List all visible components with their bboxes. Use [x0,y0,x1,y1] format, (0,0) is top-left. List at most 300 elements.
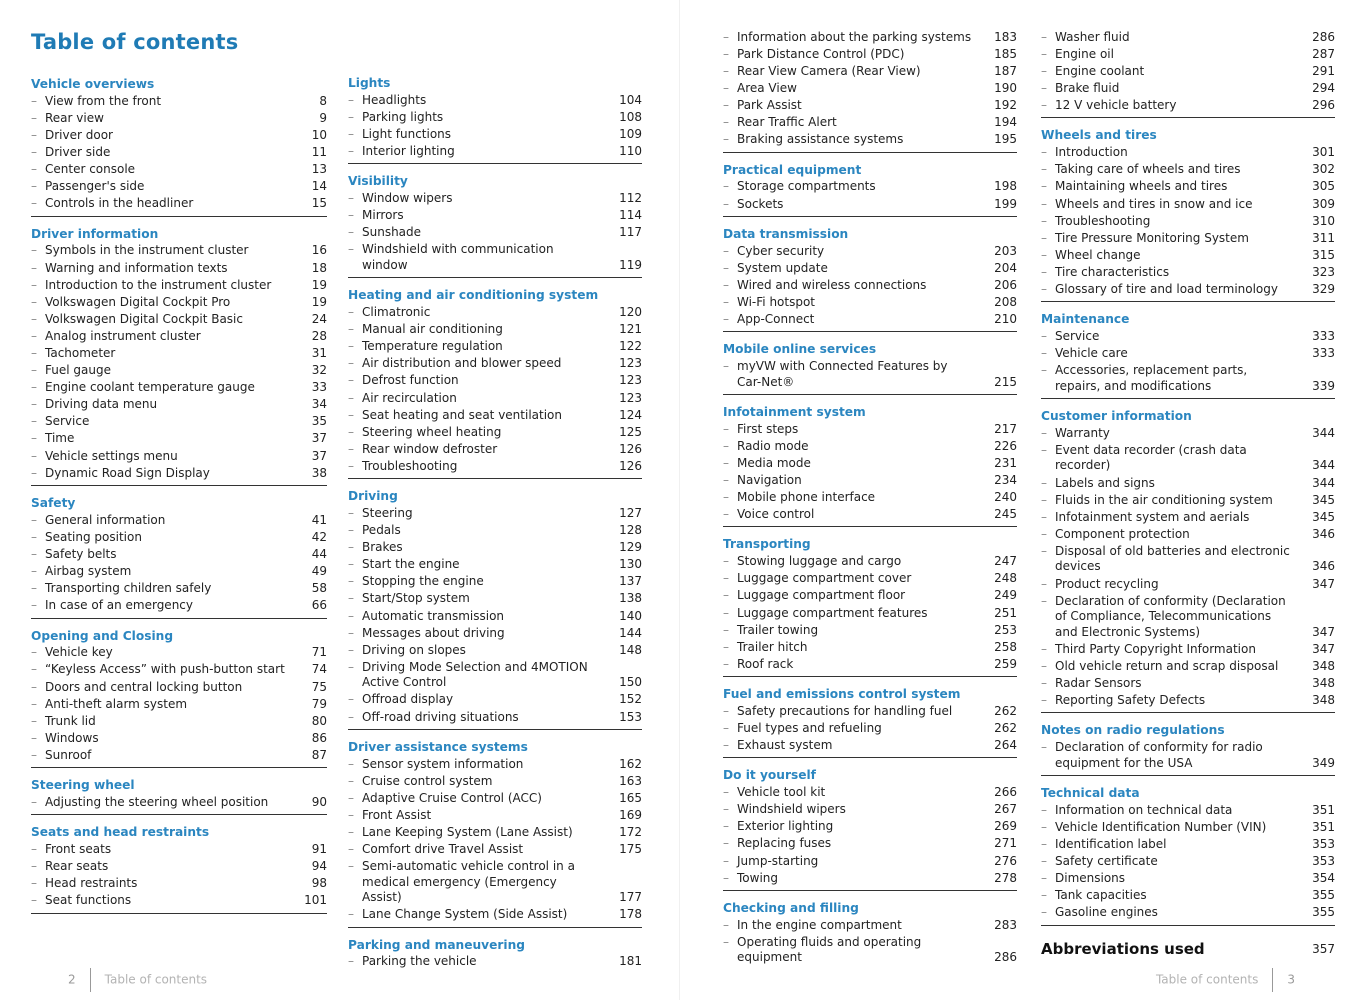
toc-entry[interactable] [1041,80,1335,97]
toc-entry[interactable] [348,709,642,726]
toc-entry[interactable] [348,338,642,355]
toc-entry[interactable] [723,311,1017,328]
toc-entry-title: – Rear view [31,111,299,127]
toc-entry-page: 264 [994,738,1017,753]
toc-entry[interactable] [723,294,1017,311]
toc-entry-title: – Introduction [1041,145,1307,161]
toc-entry[interactable] [348,608,642,625]
toc-entry[interactable] [723,571,1017,588]
toc-entry[interactable] [1041,853,1335,870]
toc-entry[interactable] [1041,870,1335,887]
toc-entry-title: – Windshield with communication window [348,242,614,273]
section-heading[interactable]: Vehicle overviews [31,77,155,91]
toc-entry[interactable] [348,407,642,424]
toc-entry[interactable] [31,397,327,414]
toc-entry[interactable] [723,97,1017,114]
toc-entry-page: 226 [994,438,1017,453]
toc-entry[interactable] [1041,526,1335,543]
toc-entry[interactable] [723,639,1017,656]
toc-section-checking-and-filling [723,900,1017,970]
toc-entry-page: 35 [311,414,327,429]
toc-entry-list [31,93,327,217]
toc-entry[interactable] [723,784,1017,801]
toc-entry-title: – Fuel gauge [31,363,299,379]
footer-right [1156,968,1295,988]
toc-entry[interactable] [348,356,642,373]
toc-entry-title: – Operating fluids and operating equipment [723,935,989,966]
toc-entry-page: 152 [619,692,642,707]
toc-entry[interactable] [31,144,327,161]
toc-entry-page: 144 [619,625,642,640]
section-heading[interactable]: Lights [348,76,391,90]
toc-entry[interactable] [31,311,327,328]
toc-entry[interactable] [723,622,1017,639]
toc-entry-title: – Stopping the engine [348,574,614,590]
toc-entry[interactable] [723,720,1017,737]
toc-entry-page: 348 [1312,658,1335,673]
toc-entry[interactable] [31,196,327,213]
toc-section-infotainment-system [723,404,1017,528]
toc-entry[interactable] [1041,593,1335,641]
toc-entry-title: – Air recirculation [348,391,614,407]
toc-entry-page: 278 [994,870,1017,885]
toc-entry[interactable] [723,489,1017,506]
toc-entry[interactable] [348,190,642,207]
toc-entry-title: – Front Assist [348,808,614,824]
toc-entry-title: – Wired and wireless connections [723,278,989,294]
toc-entry[interactable] [31,597,327,614]
toc-entry-title: – Washer fluid [1041,30,1307,46]
toc-entry-page: 75 [311,679,327,694]
toc-entry[interactable] [1041,819,1335,836]
toc-entry-title: – Third Party Copyright Information [1041,642,1307,658]
toc-entry[interactable] [348,373,642,390]
toc-entry[interactable] [348,225,642,242]
toc-entry-page: 348 [1312,675,1335,690]
toc-entry[interactable] [1041,425,1335,442]
toc-entry[interactable] [1041,658,1335,675]
toc-entry[interactable] [1041,802,1335,819]
toc-entry[interactable] [723,80,1017,97]
toc-entry-page: 269 [994,819,1017,834]
toc-entry-title: – Wi-Fi hotspot [723,295,989,311]
toc-entry[interactable] [31,345,327,362]
section-heading[interactable]: Visibility [348,174,408,189]
toc-entry-list [1041,739,1335,776]
toc-entry[interactable] [31,110,327,127]
toc-entry[interactable] [1041,162,1335,179]
toc-entry-title: – Service [1041,329,1307,345]
toc-entry-page: 16 [311,243,327,258]
section-heading[interactable]: Safety [31,495,76,510]
section-heading[interactable]: Parking and maneuvering [348,937,525,952]
toc-entry[interactable] [348,954,642,971]
toc-entry-page: 345 [1312,509,1335,524]
section-heading[interactable]: Transporting [723,537,811,552]
toc-entry-title: – Replacing fuses [723,836,989,852]
toc-entry-title: – View from the front [31,94,299,110]
toc-entry[interactable] [348,824,642,841]
toc-entry[interactable] [1041,63,1335,80]
toc-entry-title: – Mirrors [348,208,614,224]
toc-entry[interactable] [31,127,327,144]
toc-entry[interactable] [1041,230,1335,247]
toc-entry[interactable] [1041,328,1335,345]
toc-entry-title: – Parking lights [348,110,614,126]
toc-entry[interactable] [348,756,642,773]
toc-entry[interactable] [1041,641,1335,658]
footer-left [68,968,207,988]
toc-entry[interactable] [723,917,1017,934]
toc-entry[interactable] [31,512,327,529]
toc-entry[interactable] [31,178,327,195]
toc-entry-page: 31 [311,346,327,361]
toc-entry-title: – Temperature regulation [348,339,614,355]
toc-entry-page: 353 [1312,836,1335,851]
toc-entry-page: 333 [1312,329,1335,344]
toc-entry[interactable] [31,328,327,345]
toc-entry[interactable] [348,625,642,642]
toc-entry[interactable] [1041,904,1335,921]
toc-entry-title: – Front seats [31,842,299,858]
toc-entry[interactable] [1041,442,1335,475]
toc-entry-page: 199 [994,196,1017,211]
toc-entry[interactable] [1041,144,1335,161]
toc-entry-page: 112 [619,191,642,206]
toc-entry-page: 354 [1312,871,1335,886]
toc-entry-page: 348 [1312,693,1335,708]
toc-entry[interactable] [1041,692,1335,709]
toc-entry[interactable] [348,390,642,407]
toc-entry[interactable] [348,858,642,906]
toc-entry-title: – Identification label [1041,837,1307,853]
toc-entry[interactable] [723,29,1017,46]
toc-entry-title: – Lane Keeping System (Lane Assist) [348,825,614,841]
page-title: Table of contents [31,30,239,54]
toc-entry[interactable] [31,679,327,696]
toc-entry-title: – Infotainment system and aerials [1041,510,1307,526]
toc-entry[interactable] [31,858,327,875]
toc-entry[interactable] [31,260,327,277]
toc-entry-page: 187 [994,63,1017,78]
toc-entry[interactable] [1041,739,1335,772]
toc-entry-title: – Wheels and tires in snow and ice [1041,197,1307,213]
toc-entry-page: 148 [619,642,642,657]
toc-entry-title: – Jump-starting [723,854,989,870]
toc-entry-page: 259 [994,656,1017,671]
toc-entry-title: – Start/Stop system [348,591,614,607]
toc-entry[interactable] [31,645,327,662]
toc-entry[interactable] [348,773,642,790]
toc-entry[interactable] [348,505,642,522]
toc-entry-page: 311 [1312,230,1335,245]
toc-entry-page: 286 [1312,29,1335,44]
toc-entry[interactable] [723,588,1017,605]
toc-entry[interactable] [31,747,327,764]
toc-entry[interactable] [1041,213,1335,230]
toc-entry-title: – Airbag system [31,564,299,580]
toc-entry[interactable] [723,553,1017,570]
toc-entry[interactable] [723,819,1017,836]
toc-entry-title: – Rear View Camera (Rear View) [723,64,989,80]
toc-entry[interactable] [348,304,642,321]
toc-entry[interactable] [348,556,642,573]
section-heading[interactable]: Driver information [31,226,159,241]
toc-entry[interactable] [31,161,327,178]
toc-entry-title: – Automatic transmission [348,609,614,625]
toc-entry[interactable] [31,379,327,396]
toc-entry[interactable] [31,893,327,910]
toc-entry-page: 15 [311,196,327,211]
toc-entry-list [31,794,327,815]
toc-entry-page: 41 [311,512,327,527]
toc-entry-title: – Tank capacities [1041,888,1307,904]
section-heading[interactable]: Fuel and emissions control system [723,687,961,702]
toc-entry[interactable] [723,506,1017,523]
toc-entry[interactable] [348,424,642,441]
toc-entry[interactable] [31,730,327,747]
page-number: 3 [1287,972,1295,987]
section-heading[interactable]: Steering wheel [31,778,135,793]
toc-entry-page: 344 [1312,425,1335,440]
toc-entry[interactable] [31,546,327,563]
section-heading[interactable]: Wheels and tires [1041,128,1157,143]
toc-entry[interactable] [723,656,1017,673]
toc-entry[interactable] [348,807,642,824]
toc-entry[interactable] [348,458,642,475]
toc-entry-page: 123 [619,390,642,405]
toc-entry-page: 172 [619,824,642,839]
toc-entry[interactable] [723,114,1017,131]
toc-entry[interactable] [348,92,642,109]
toc-entry[interactable] [31,794,327,811]
toc-entry[interactable] [31,362,327,379]
toc-entry[interactable] [1041,475,1335,492]
toc-entry[interactable] [723,63,1017,80]
toc-entry[interactable] [1041,887,1335,904]
toc-entry-title: – Semi-automatic vehicle control in a medical emergency (Emergency Assist) [348,859,614,906]
toc-entry[interactable] [723,853,1017,870]
toc-entry[interactable] [723,737,1017,754]
toc-section-lights [348,75,642,164]
toc-entry-page: 14 [311,179,327,194]
toc-entry[interactable] [723,472,1017,489]
toc-entry[interactable] [348,242,642,275]
toc-entry-list [1041,144,1335,302]
toc-entry[interactable] [31,277,327,294]
toc-entry[interactable] [1041,345,1335,362]
section-heading[interactable]: Practical equipment [723,162,862,177]
toc-entry[interactable] [723,46,1017,63]
toc-entry[interactable] [723,196,1017,213]
toc-entry-title: – Adaptive Cruise Control (ACC) [348,791,614,807]
toc-entry-title: – Tachometer [31,346,299,362]
toc-section-heating-and-air-conditioning-system [348,287,642,479]
toc-entry[interactable] [1041,836,1335,853]
toc-entry[interactable] [31,696,327,713]
toc-entry[interactable] [723,802,1017,819]
toc-entry-page: 123 [619,356,642,371]
toc-entry[interactable] [723,438,1017,455]
toc-entry[interactable] [723,421,1017,438]
toc-entry[interactable] [723,934,1017,967]
toc-entry[interactable] [723,243,1017,260]
toc-entry[interactable] [723,277,1017,294]
section-heading[interactable]: Checking and filling [723,900,859,915]
toc-entry[interactable] [348,659,642,692]
toc-entry-page: 162 [619,756,642,771]
section-heading[interactable]: Maintenance [1041,312,1130,327]
section-heading[interactable]: Opening and Closing [31,628,174,643]
toc-entry-title: – Declaration of conformity for radio equipment for the USA [1041,740,1307,771]
toc-entry[interactable] [723,179,1017,196]
toc-entry[interactable] [348,906,642,923]
toc-entry[interactable] [348,522,642,539]
toc-entry-title: – 12 V vehicle battery [1041,98,1307,114]
abbreviations-entry[interactable] [1041,940,1335,958]
toc-entry[interactable] [348,539,642,556]
toc-entry[interactable] [348,126,642,143]
toc-entry[interactable] [348,591,642,608]
toc-entry-title: – Messages about driving [348,626,614,642]
toc-entry-title: – Fuel types and refueling [723,721,989,737]
toc-entry-page: 123 [619,373,642,388]
toc-entry-title: – Lane Change System (Side Assist) [348,907,614,923]
section-heading[interactable]: Do it yourself [723,768,816,783]
toc-entry-page: 163 [619,773,642,788]
toc-entry[interactable] [348,109,642,126]
toc-entry[interactable] [348,692,642,709]
toc-entry[interactable] [31,243,327,260]
section-heading[interactable]: Technical data [1041,785,1140,800]
toc-entry[interactable] [723,132,1017,149]
toc-entry-title: – Rear seats [31,859,299,875]
toc-entry[interactable] [1041,281,1335,298]
toc-entry-page: 153 [619,709,642,724]
toc-entry-page: 347 [1312,624,1335,639]
toc-entry[interactable] [1041,196,1335,213]
toc-entry[interactable] [31,448,327,465]
toc-entry[interactable] [348,441,642,458]
toc-entry[interactable] [723,703,1017,720]
toc-entry[interactable] [31,713,327,730]
toc-entry-page: 126 [619,441,642,456]
toc-entry-title: – Vehicle Identification Number (VIN) [1041,820,1307,836]
section-heading[interactable]: Infotainment system [723,404,866,419]
toc-entry-page: 108 [619,109,642,124]
toc-entry[interactable] [31,529,327,546]
toc-entry[interactable] [31,294,327,311]
toc-entry-title: – Rear window defroster [348,442,614,458]
toc-entry[interactable] [348,574,642,591]
toc-entry[interactable] [1041,363,1335,396]
toc-entry[interactable] [31,662,327,679]
section-heading[interactable]: Driver assistance systems [348,739,528,754]
toc-entry-page: 120 [619,305,642,320]
toc-entry-title: – Park Assist [723,98,989,114]
toc-entry[interactable] [1041,576,1335,593]
toc-entry[interactable] [348,642,642,659]
toc-entry[interactable] [31,841,327,858]
toc-entry-page: 346 [1312,559,1335,574]
toc-entry-title: – Brake fluid [1041,81,1307,97]
toc-entry-title: – Manual air conditioning [348,322,614,338]
toc-entry[interactable] [723,605,1017,622]
toc-entry[interactable] [1041,247,1335,264]
footer-divider [1272,968,1273,992]
section-heading[interactable]: Data transmission [723,226,849,241]
toc-entry[interactable] [1041,543,1335,576]
toc-entry[interactable] [1041,29,1335,46]
toc-entry-page: 253 [994,622,1017,637]
section-heading[interactable]: Driving [348,489,398,504]
toc-entry-title: – Gasoline engines [1041,905,1307,921]
toc-entry[interactable] [348,841,642,858]
toc-entry-title: – Information about the parking systems [723,30,989,46]
section-heading[interactable]: Notes on radio regulations [1041,723,1225,738]
toc-entry-list [723,179,1017,217]
toc-entry[interactable] [723,260,1017,277]
toc-entry[interactable] [348,790,642,807]
toc-entry-page: 9 [319,110,327,125]
toc-section-customer-information [1041,408,1335,713]
toc-entry[interactable] [31,93,327,110]
toc-entry[interactable] [31,580,327,597]
toc-entry-page: 58 [311,581,327,596]
section-heading[interactable]: Mobile online services [723,342,877,357]
toc-entry[interactable] [348,207,642,224]
section-heading[interactable]: Heating and air conditioning system [348,288,599,303]
toc-entry-title: – Vehicle care [1041,346,1307,362]
toc-entry-page: 351 [1312,802,1335,817]
toc-entry-page: 301 [1312,145,1335,160]
toc-entry-page: 119 [619,257,642,272]
toc-entry[interactable] [1041,179,1335,196]
toc-entry-page: 87 [311,747,327,762]
toc-entry-title: – Navigation [723,473,989,489]
toc-entry-title: – Labels and signs [1041,476,1307,492]
toc-entry[interactable] [1041,675,1335,692]
toc-entry[interactable] [1041,97,1335,114]
toc-entry[interactable] [723,358,1017,391]
toc-entry-list [348,92,642,164]
toc-entry-page: 347 [1312,641,1335,656]
toc-entry[interactable] [31,563,327,580]
toc-entry[interactable] [723,870,1017,887]
toc-entry-title: – Center console [31,162,299,178]
toc-entry[interactable] [1041,264,1335,281]
toc-entry[interactable] [31,875,327,892]
toc-entry[interactable] [723,836,1017,853]
section-heading[interactable]: Customer information [1041,409,1192,424]
toc-entry[interactable] [1041,509,1335,526]
toc-entry[interactable] [31,414,327,431]
toc-entry-title: – Driver door [31,128,299,144]
toc-entry[interactable] [1041,492,1335,509]
toc-entry[interactable] [723,455,1017,472]
toc-entry-title: – Safety belts [31,547,299,563]
toc-entry-page: 130 [619,557,642,572]
toc-entry-title: – Dynamic Road Sign Display [31,466,299,482]
toc-section-transporting [723,536,1017,677]
toc-entry[interactable] [1041,46,1335,63]
toc-entry[interactable] [348,143,642,160]
toc-entry-page: 210 [994,312,1017,327]
toc-entry[interactable] [348,321,642,338]
section-heading[interactable]: Seats and head restraints [31,825,210,840]
toc-entry[interactable] [31,465,327,482]
toc-entry[interactable] [31,431,327,448]
